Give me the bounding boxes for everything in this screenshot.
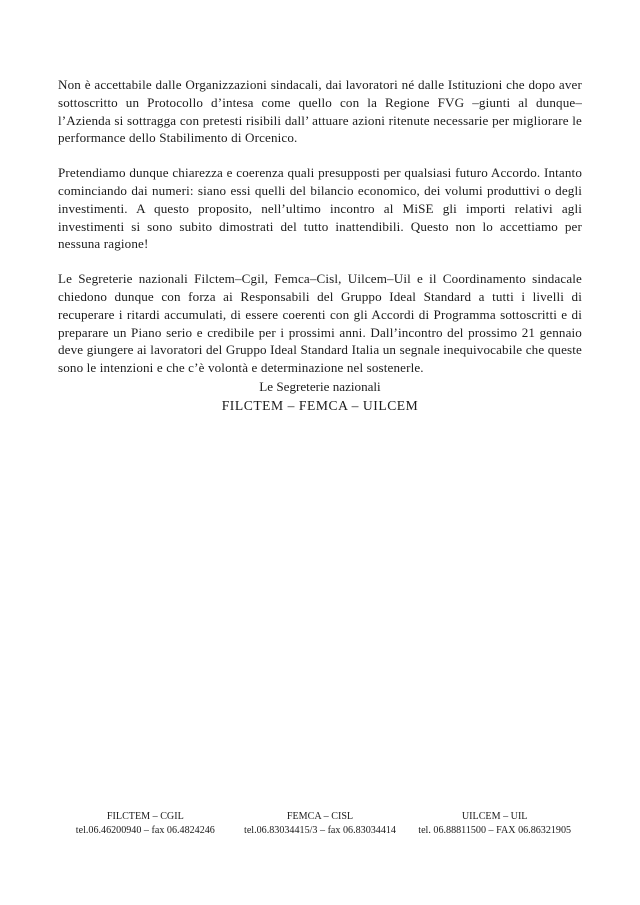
signature-line-unions: FILCTEM – FEMCA – UILCEM [221,398,419,413]
footer-contact-info: tel.06.46200940 – fax 06.4824246 [75,824,215,836]
footer-organization-name: FEMCA – CISL [286,811,354,822]
footer-column-femca [233,810,408,837]
footer-column-filctem [58,810,233,837]
paragraph-3: Le Segreterie nazionali Filctem–Cgil, Femca–Cisl, Uilcem–Uil e il Coordinamento sindacale chiedono dunque con forza ai Responsabili del Gruppo Ideal Standard a tutti i livelli di recuperare i ritardi accumulati, di essere coerenti con gli Accordi di Programma sottoscritti e di preparare un Piano serio e credibile per i prossimi anni. Dall’incontro del prossimo 21 gennaio deve giungere ai lavoratori del Gruppo Ideal Standard Italia un segnale inequivocabile che queste sono le intenzioni e che c’è volontà e determinazione nel sostenerle. [58,271,582,376]
signature-block [58,378,582,415]
signature-line-organizations: Le Segreterie nazionali [259,379,381,394]
paragraph-1: Non è accettabile dalle Organizzazioni sindacali, dai lavoratori né dalle Istituzioni che dopo aver sottoscritto un Protocollo d’intesa come quello con la Regione FVG –giunti al dunque– l’Azienda si sottragga con pretesti risibili dall’ attuare azioni ritenute necessarie per migliorare le performance dello Stabilimento di Orcenico. [58,77,582,146]
footer-contact-info: tel. 06.88811500 – FAX 06.86321905 [418,824,572,836]
footer-contact-info: tel.06.83034415/3 – fax 06.83034414 [244,824,396,836]
page-footer [58,810,582,837]
footer-organization-name: UILCEM – UIL [461,811,528,822]
document-body [58,76,582,377]
paragraph-2: Pretendiamo dunque chiarezza e coerenza quali presupposti per qualsiasi futuro Accordo. Intanto cominciando dai numeri: siano essi quelli del bilancio economico, dei volumi produttivi o degli investimenti. A questo proposito, nell’ultimo incontro al MiSE gli importi relativi agli investimenti si sono subito dimostrati del tutto inattendibili. Questo non lo accettiamo per nessuna ragione! [58,165,582,252]
footer-column-uilcem [407,810,582,837]
footer-organization-name: FILCTEM – CGIL [106,811,184,822]
